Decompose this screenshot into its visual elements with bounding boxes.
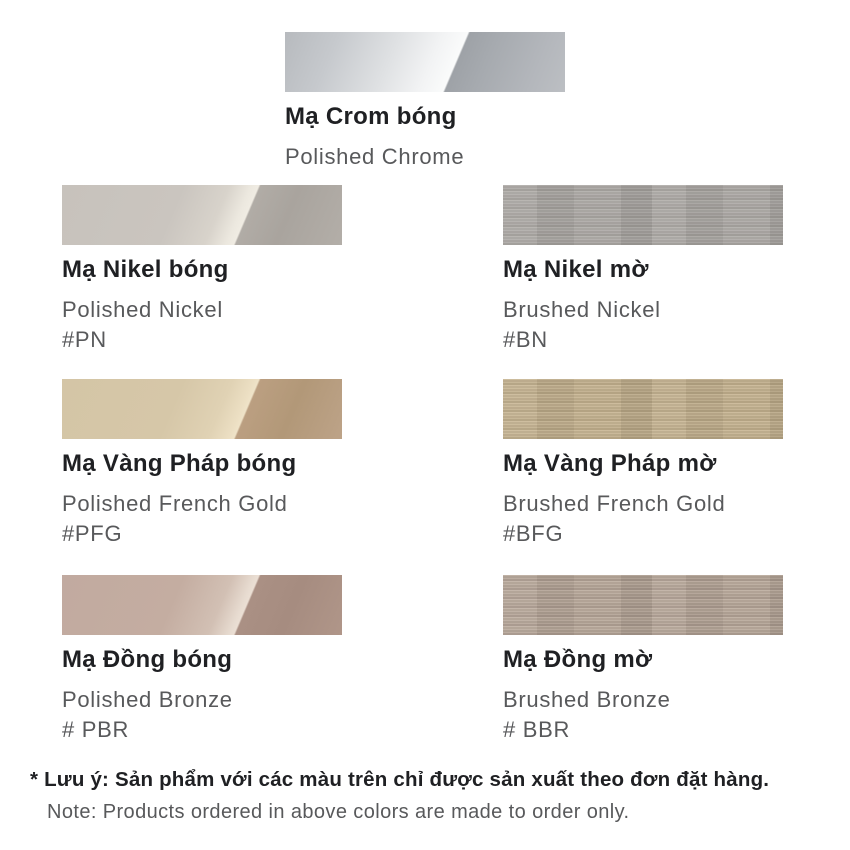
finish-code: # BBR	[503, 717, 571, 742]
finish-code: #BFG	[503, 521, 564, 546]
order-note-en: Note: Products ordered in above colors are made to order only.	[47, 801, 630, 823]
finish-code: #PN	[62, 327, 107, 352]
finish-title-vi: Mạ Vàng Pháp mờ	[503, 450, 717, 477]
finish-card-brushed-bronze	[503, 575, 803, 744]
finish-card-polished-french-gold	[62, 379, 362, 548]
order-note	[30, 763, 830, 827]
finish-title-en: Brushed Nickel	[503, 297, 661, 322]
finish-title-en: Brushed Bronze	[503, 687, 671, 712]
swatch-brushed-bronze	[503, 575, 783, 635]
finish-title-vi: Mạ Nikel mờ	[503, 256, 649, 283]
order-note-vi: * Lưu ý: Sản phẩm với các màu trên chỉ được sản xuất theo đơn đặt hàng.	[30, 768, 770, 791]
finish-title-vi: Mạ Đồng mờ	[503, 646, 653, 673]
finish-title-en: Brushed French Gold	[503, 491, 726, 516]
finish-title-vi: Mạ Crom bóng	[285, 103, 457, 130]
finish-code: #BN	[503, 327, 548, 352]
finish-card-brushed-nickel	[503, 185, 803, 354]
finish-card-polished-nickel	[62, 185, 362, 354]
swatch-polished-french-gold	[62, 379, 342, 439]
finish-card-polished-chrome	[285, 32, 585, 171]
finish-card-polished-bronze	[62, 575, 362, 744]
finish-card-brushed-french-gold	[503, 379, 803, 548]
finish-title-en: Polished Bronze	[62, 687, 233, 712]
finish-code: #PFG	[62, 521, 123, 546]
swatch-brushed-french-gold	[503, 379, 783, 439]
finish-title-vi: Mạ Vàng Pháp bóng	[62, 450, 297, 477]
finish-title-en: Polished Chrome	[285, 144, 465, 169]
swatch-polished-nickel	[62, 185, 342, 245]
finish-title-en: Polished Nickel	[62, 297, 223, 322]
finish-title-vi: Mạ Nikel bóng	[62, 256, 229, 283]
swatch-polished-chrome	[285, 32, 565, 92]
finish-code: # PBR	[62, 717, 130, 742]
swatch-polished-bronze	[62, 575, 342, 635]
swatch-brushed-nickel	[503, 185, 783, 245]
finish-title-en: Polished French Gold	[62, 491, 288, 516]
finish-title-vi: Mạ Đồng bóng	[62, 646, 233, 673]
